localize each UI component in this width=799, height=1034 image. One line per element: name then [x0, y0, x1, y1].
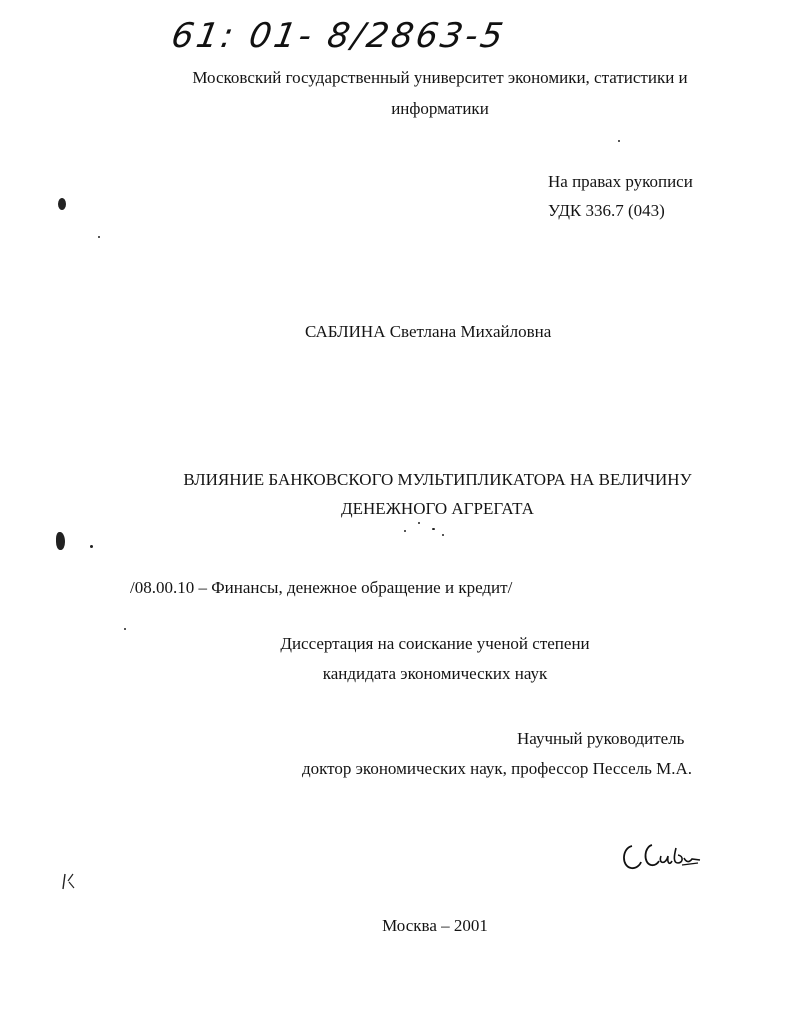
author-signature — [618, 836, 702, 876]
scan-speck — [98, 236, 100, 238]
university-name-line2: информатики — [391, 99, 489, 118]
udc-code: УДК 336.7 (043) — [548, 201, 665, 220]
scan-speck — [618, 140, 620, 142]
supervisor-name: доктор экономических наук, профессор Пессель М.А. — [302, 759, 693, 778]
dissertation-degree-line2: кандидата экономических наук — [322, 664, 548, 683]
specialty-code: /08.00.10 – Финансы, денежное обращение и кредит/ — [130, 578, 513, 597]
manuscript-rights: На правах рукописи — [548, 172, 693, 191]
scan-mark — [60, 872, 80, 892]
scan-speck — [404, 530, 406, 532]
supervisor-label: Научный руководитель — [517, 729, 685, 748]
place-and-year: Москва – 2001 — [382, 916, 488, 935]
dissertation-title-line1: ВЛИЯНИЕ БАНКОВСКОГО МУЛЬТИПЛИКАТОРА НА ВЕЛИЧИНУ — [183, 470, 692, 489]
scan-speck — [124, 628, 126, 630]
scan-speck — [90, 545, 93, 548]
university-name-line1: Московский государственный университет экономики, статистики и — [192, 68, 688, 87]
scan-speck — [56, 532, 65, 550]
scan-speck — [442, 534, 444, 536]
archive-code-handwritten: 61: 01- 8/2863-5 — [168, 16, 509, 56]
dissertation-degree-line1: Диссертация на соискание ученой степени — [280, 634, 590, 653]
author-name: САБЛИНА Светлана Михайловна — [305, 322, 552, 341]
dissertation-title-line2: ДЕНЕЖНОГО АГРЕГАТА — [341, 499, 534, 518]
scan-speck — [432, 528, 435, 530]
scan-speck — [58, 198, 66, 210]
scan-speck — [418, 522, 420, 524]
